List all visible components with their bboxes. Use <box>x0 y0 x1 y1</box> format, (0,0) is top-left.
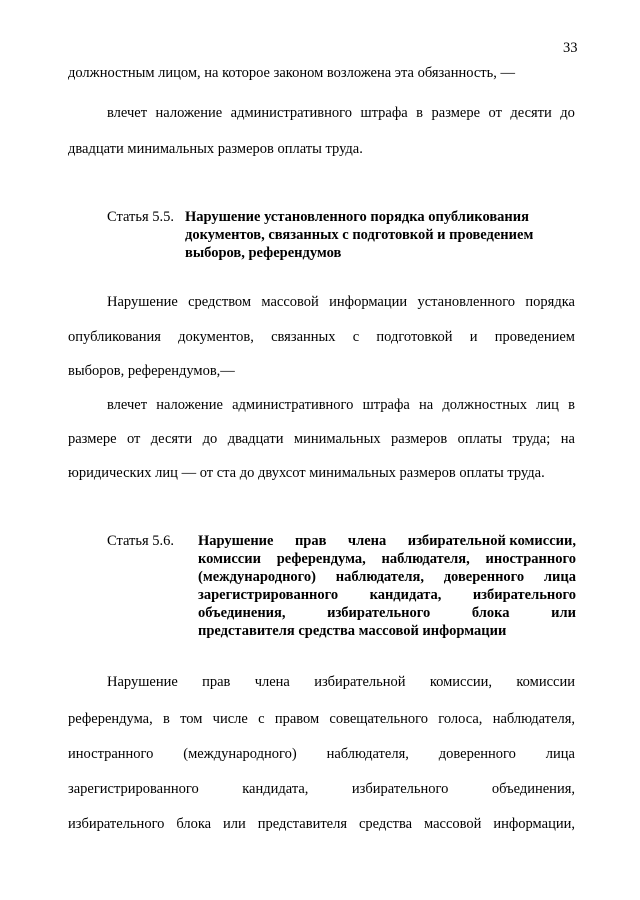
word: кандидата, <box>369 587 442 603</box>
word: порядка <box>525 294 575 310</box>
word: до <box>202 431 218 447</box>
word: комиссии <box>516 674 575 690</box>
word: прав <box>202 674 231 690</box>
word: доверенного <box>438 746 516 762</box>
word: в <box>162 711 170 727</box>
word: размере <box>431 105 481 121</box>
word: должностных <box>442 397 527 413</box>
word: влечет <box>107 105 148 121</box>
word: избирательной комиссии, <box>407 533 576 549</box>
word: избирательного <box>472 587 576 603</box>
justified-line <box>68 815 575 833</box>
word: массовой <box>261 294 319 310</box>
word: наблюдателя, <box>381 551 470 567</box>
word: иностранного <box>485 551 576 567</box>
word: наблюдателя, <box>492 711 575 727</box>
word: зарегистрированного <box>68 781 199 797</box>
word: Нарушение <box>107 674 178 690</box>
word: прав <box>294 533 327 549</box>
word: наблюдателя, <box>326 746 409 762</box>
word: том <box>180 711 203 727</box>
word: связанных <box>271 329 336 345</box>
word: с <box>352 329 360 345</box>
word: (международного) <box>183 746 297 762</box>
article-title-line: документов, связанных с подготовкой и проведением <box>185 227 534 243</box>
word: избирательного <box>68 816 165 832</box>
word: опубликования <box>68 329 161 345</box>
article-title-line <box>198 586 576 604</box>
word: комиссии, <box>429 674 493 690</box>
article-title-line: представителя средства массовой информации <box>198 623 507 639</box>
word: совещательного <box>329 711 428 727</box>
article-title-line: Нарушение установленного порядка опубликования <box>185 209 529 225</box>
word: средства <box>358 816 413 832</box>
word: иностранного <box>68 746 154 762</box>
word: блока <box>176 816 212 832</box>
word: наблюдателя, <box>335 569 424 585</box>
word: представителя <box>257 816 348 832</box>
word: объединения, <box>491 781 575 797</box>
word: в <box>568 397 575 413</box>
word: от <box>126 431 141 447</box>
text-line: юридических лиц — от ста до двухсот минимальных размеров оплаты труда. <box>68 465 545 481</box>
article-title-line <box>198 532 576 550</box>
word: лица <box>545 746 575 762</box>
word: документов, <box>178 329 254 345</box>
word: от <box>488 105 502 121</box>
article-title-line <box>198 550 576 568</box>
word: кандидата, <box>242 781 309 797</box>
article-title-line <box>198 604 576 622</box>
word: информации, <box>493 816 575 832</box>
word: Нарушение <box>107 294 178 310</box>
word: Нарушение <box>198 533 274 549</box>
word: голоса, <box>438 711 483 727</box>
word: в <box>416 105 424 121</box>
word: на <box>560 431 575 447</box>
word: административного <box>230 105 352 121</box>
word: штрафа <box>362 397 410 413</box>
article-number: Статья 5.6. <box>107 533 175 549</box>
word: или <box>551 605 576 621</box>
word: лица <box>543 569 576 585</box>
justified-line <box>107 673 575 691</box>
word: подготовкой <box>376 329 453 345</box>
text-line: выборов, референдумов,— <box>68 363 235 379</box>
text-line: двадцати минимальных размеров оплаты труда. <box>68 141 363 157</box>
text-line: должностным лицом, на которое законом возложена эта обязанность, — <box>68 65 515 81</box>
word: двадцати <box>227 431 284 447</box>
word: размеров <box>391 431 448 447</box>
word: члена <box>347 533 387 549</box>
word: до <box>560 105 575 121</box>
word: (международного) <box>198 569 316 585</box>
word: комиссии <box>198 551 261 567</box>
word: оплаты <box>457 431 503 447</box>
word: административного <box>232 397 354 413</box>
article-title-line: выборов, референдумов <box>185 245 342 261</box>
word: лиц <box>536 397 559 413</box>
word: числе <box>212 711 248 727</box>
word: на <box>418 397 434 413</box>
word: блока <box>471 605 510 621</box>
word: объединения, <box>198 605 286 621</box>
word: члена <box>254 674 290 690</box>
word: избирательного <box>327 605 431 621</box>
justified-line <box>68 430 575 448</box>
word: наложение <box>155 105 223 121</box>
word: десяти <box>510 105 552 121</box>
word: минимальных <box>293 431 381 447</box>
justified-line <box>107 293 575 311</box>
justified-line <box>68 745 575 763</box>
word: средством <box>188 294 252 310</box>
word: доверенного <box>443 569 525 585</box>
justified-line <box>107 104 575 122</box>
article-title-line <box>198 568 576 586</box>
justified-line <box>107 396 575 414</box>
page-number: 33 <box>563 40 578 56</box>
word: избирательной <box>314 674 406 690</box>
word: референдума, <box>276 551 366 567</box>
word: проведением <box>494 329 575 345</box>
word: и <box>469 329 478 345</box>
word: или <box>223 816 246 832</box>
word: размере <box>68 431 117 447</box>
word: десяти <box>150 431 193 447</box>
word: наложение <box>156 397 223 413</box>
justified-line <box>68 710 575 728</box>
word: информации <box>329 294 408 310</box>
word: массовой <box>424 816 482 832</box>
word: труда; <box>512 431 551 447</box>
justified-line <box>68 328 575 346</box>
word: зарегистрированного <box>198 587 339 603</box>
word: правом <box>274 711 320 727</box>
article-number: Статья 5.5. <box>107 209 175 225</box>
word: референдума, <box>68 711 153 727</box>
word: избирательного <box>351 781 449 797</box>
word: с <box>258 711 265 727</box>
justified-line <box>68 780 575 798</box>
word: штрафа <box>360 105 408 121</box>
word: влечет <box>107 397 148 413</box>
word: установленного <box>417 294 516 310</box>
